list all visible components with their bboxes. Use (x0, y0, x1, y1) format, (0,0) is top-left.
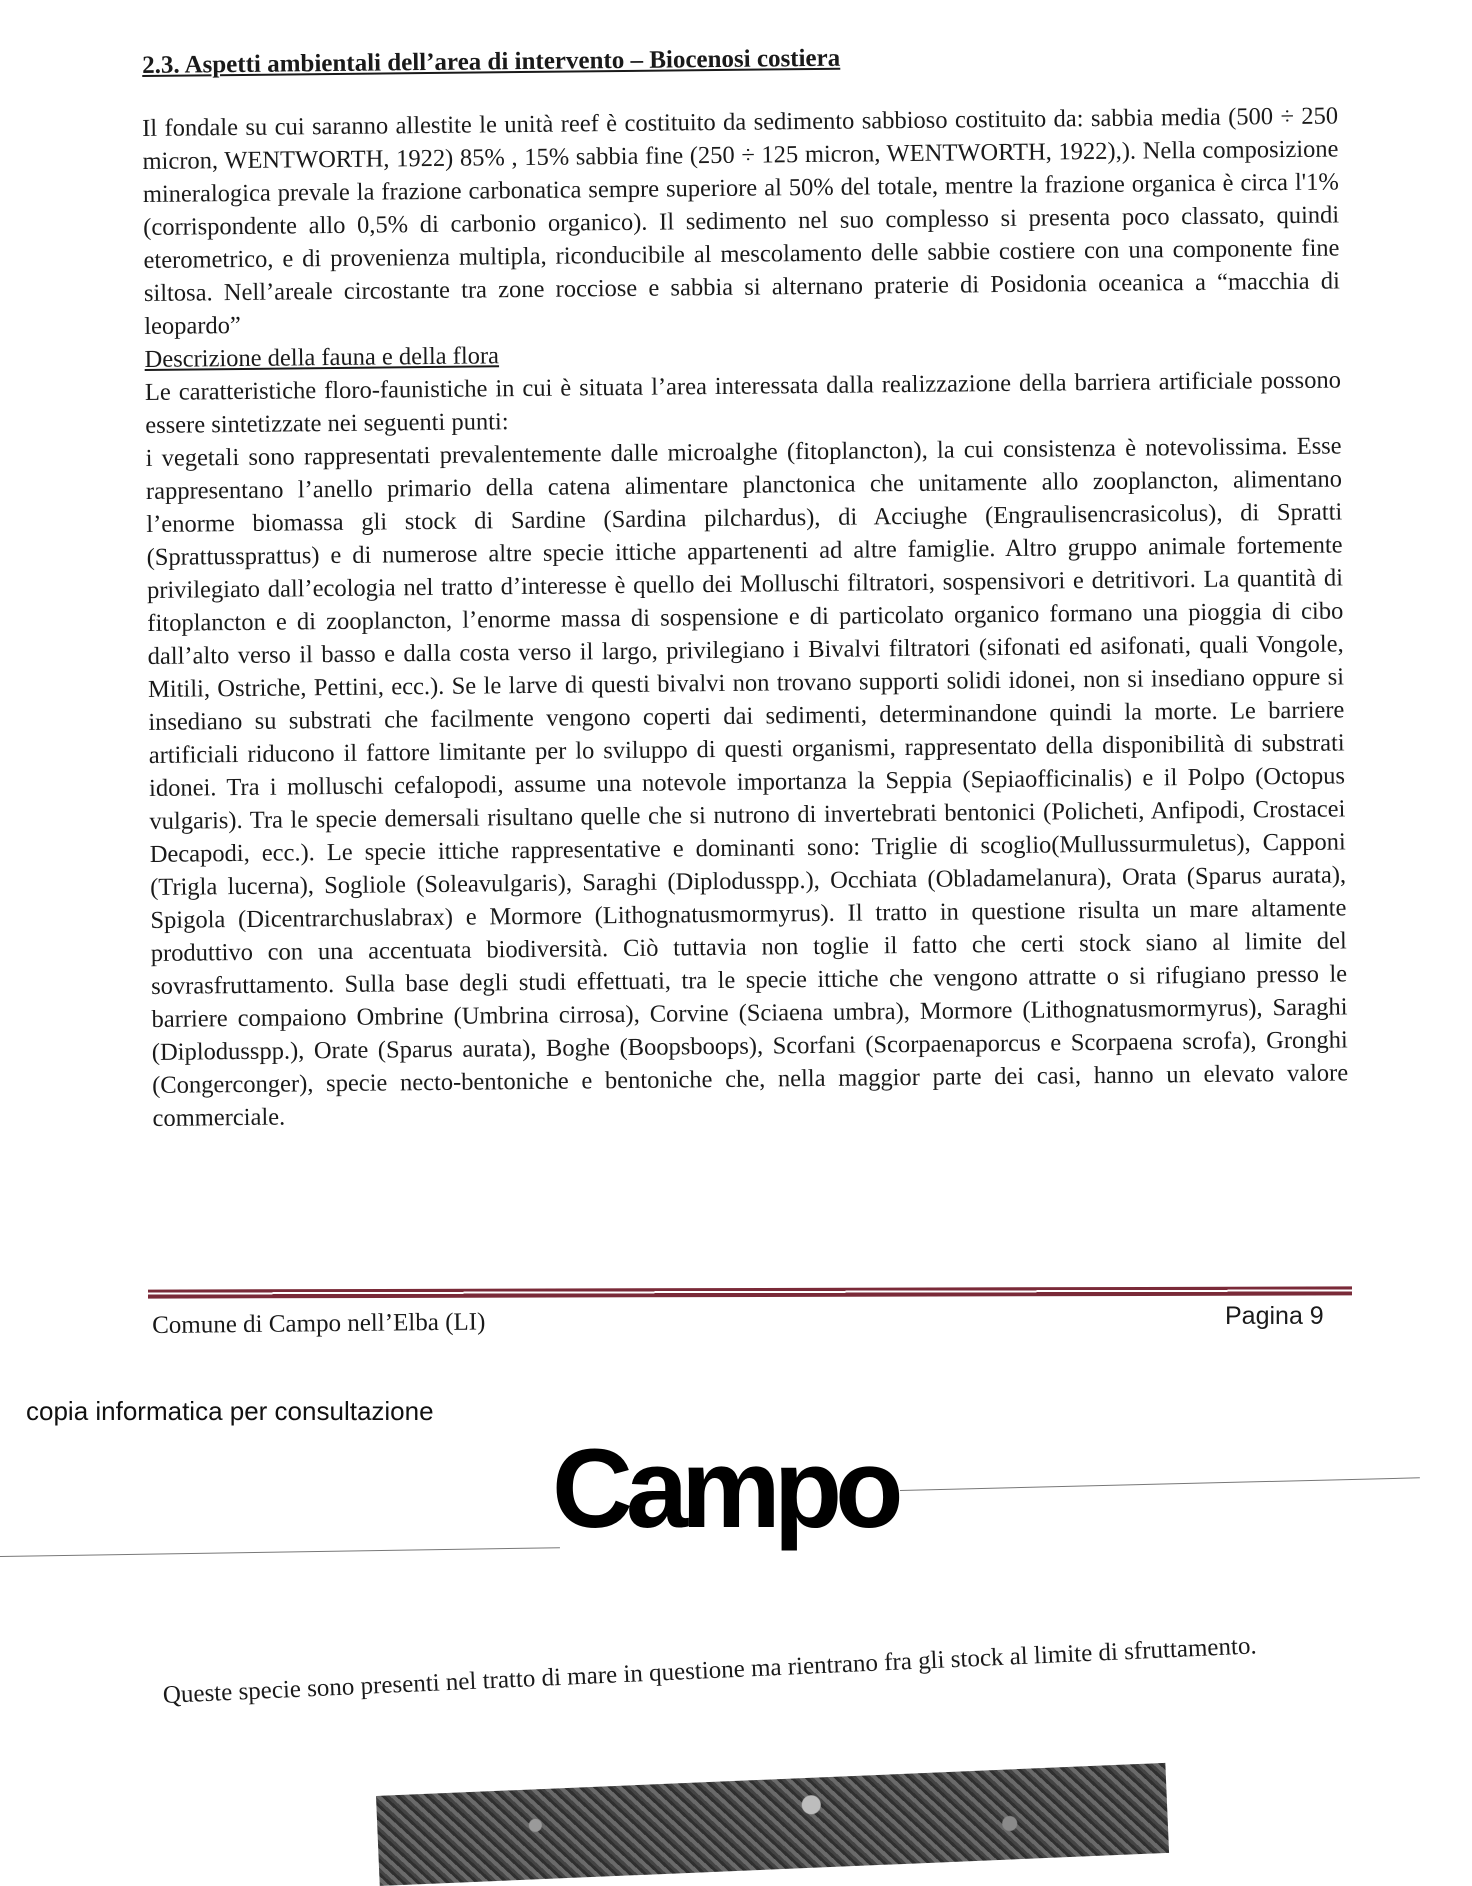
paragraph-species: i vegetali sono rappresentati prevalentemente dalle microalghe (fitoplancton), la cui consistenza è notevolissima. Esse rappresentano l’anello primario della catena alimentare planctonica che unitamente allo zooplancton, alimentano l’enorme biomassa gli stock di Sardine (Sardina pilchardus), di Acciughe (Engraulisencrasicolus), di Spratti (Sprattussprattus) e di numerose altre specie ittiche appartenenti ad altre famiglie. Altro gruppo animale fortemente privilegiato dall’ecologia nel tratto d’interesse è quello dei Molluschi filtratori, sospensivori e detritivori. La quantità di fitoplancton e di zooplancton, l’enorme massa di sospensione e di particolato organico formano una pioggia di cibo dall’alto verso il basso e dalla costa verso il largo, privilegiano i Bivalvi filtratori (sifonati ed asifonati, quali Vongole, Mitili, Ostriche, Pettini, ecc.). Se le larve di questi bivalvi non trovano supporti solidi idonei, non si insediano oppure si insediano su substrati che facilmente vengono coperti dai sedimenti, determinandone quindi la morte. Le barriere artificiali riducono il fattore limitante per lo sviluppo di questi organismi, rappresentato della disponibilità di substrati idonei. Tra i molluschi cefalopodi, assume una notevole importanza la Seppia (Sepiaofficinalis) e il Polpo (Octopus vulgaris). Tra le specie demersali risultano quelle che si nutrono di invertebrati bentonici (Policheti, Anfipodi, Crostacei Decapodi, ecc.). Le specie ittiche rappresentative e dominanti sono: Triglie di scoglio(Mullussurmuletus), Capponi (Trigla lucerna), Sogliole (Soleavulgaris), Saraghi (Diplodusspp.), Occhiata (Obladamelanura), Orata (Sparus aurata), Spigola (Dicentrarchuslabrax) e Mormore (Lithognatusmormyrus). Il tratto in questione risulta un mare altamente produttivo con una accentuata biodiversità. Ciò tuttavia non toglie il fatto che certi stock siano al limite del sovrasfruttamento. Sulla base degli studi effettuati, tra le specie ittiche che vengono attratte o si rifugiano presso le barriere compaiono Ombrine (Umbrina cirrosa), Corvine (Sciaena umbra), Mormore (Lithognatusmormyrus), Saraghi (Diplodusspp.), Orate (Sparus aurata), Boghe (Boopsboops), Scorfani (Scorpaenaporcus e Scorpaena scrofa), Gronghi (Congerconger), specie necto-bentoniche e bentoniche che, nella maggior parte dei casi, hanno un elevato valore commerciale. (145, 432, 1349, 1132)
copy-stamp: copia informatica per consultazione (26, 1396, 434, 1426)
paragraph-fondale: Il fondale su cui saranno allestite le unità reef è costituito da sedimento sabbioso costituito da: sabbia media (500 ÷ 250 micron, WENTWORTH, 1922) 85% , 15% sabbia fine (250 ÷ 125 micron, WENTWORTH, 1922),). Nella composizione mineralogica prevale la frazione carbonatica sempre superiore al 50% del totale, mentre la frazione organica è circa l'1% (corrispondente allo 0,5% di carbonio organico). Il sedimento nel suo complesso si presenta poco classato, quindi eterometrico, e di provenienza multipla, riconducibile al mescolamento delle sabbie costiere con una componente fine siltosa. Nell’areale circostante tra zone rocciose e sabbia si alternano praterie di Posidonia oceanica a “macchia di leopardo” (142, 102, 1340, 340)
body-text (142, 99, 1349, 1134)
subheading-fauna-flora: Descrizione della fauna e della flora (144, 342, 500, 373)
paragraph-intro: Le caratteristiche floro-faunistiche in cui è situata l’area interessata dalla realizzazione della barriera artificiale possono essere sintetizzate nei seguenti punti: (144, 366, 1342, 439)
section-title: 2.3. Aspetti ambientali dell’area di intervento – Biocenosi costiera (142, 44, 841, 79)
campo-logo: Campo (552, 1426, 897, 1551)
next-page-text: Queste specie sono presenti nel tratto di mare in questione ma rientrano fra gli stock al limite di sfruttamento. (162, 1632, 1258, 1709)
footer-municipality: Comune di Campo nell’Elba (LI) (152, 1308, 486, 1339)
footer-rule (148, 1286, 1352, 1298)
page-number: Pagina 9 (1225, 1302, 1324, 1330)
